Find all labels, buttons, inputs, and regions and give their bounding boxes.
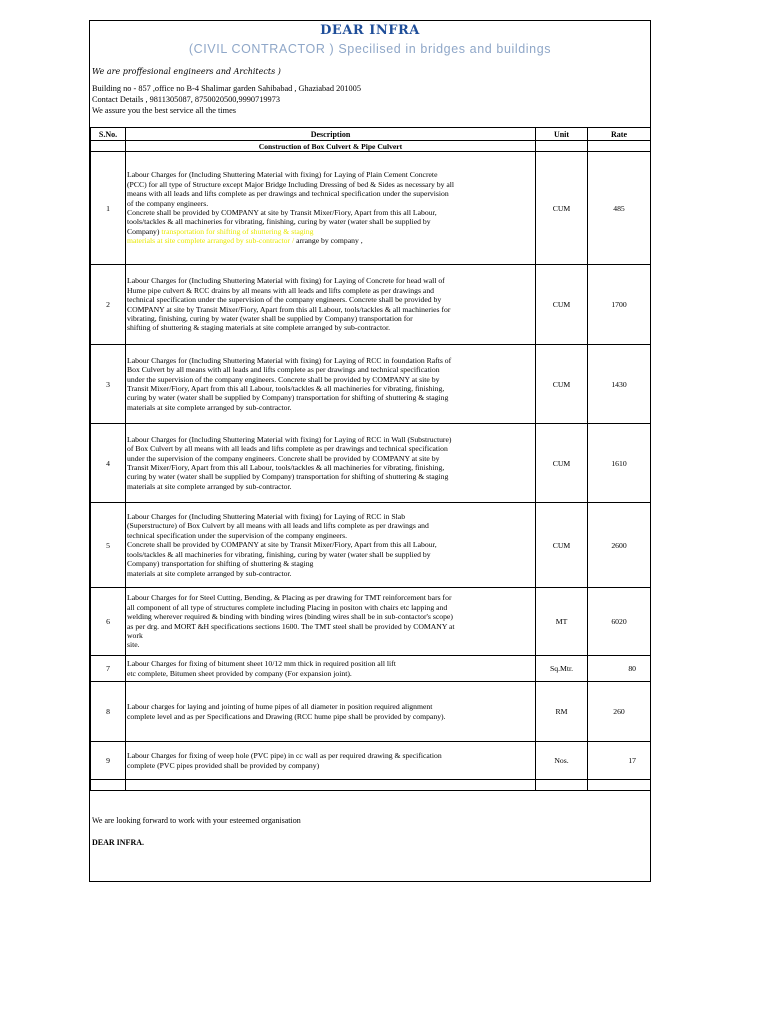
row-sno: 7	[91, 656, 126, 682]
table-row	[91, 345, 651, 424]
row-sno: 6	[91, 588, 126, 656]
row-unit: CUM	[536, 345, 588, 424]
row-rate: 1700	[588, 265, 651, 345]
document-frame	[89, 20, 651, 882]
row-rate: 1430	[588, 345, 651, 424]
row-rate: 6020	[588, 588, 651, 656]
empty-row	[91, 780, 651, 791]
header-rate: Rate	[588, 128, 651, 141]
table-row	[91, 742, 651, 780]
table-row	[91, 656, 651, 682]
table-row	[91, 682, 651, 742]
signature: DEAR INFRA.	[92, 838, 144, 847]
highlighted-text: transportation for shifting of shuttering & staging	[161, 226, 314, 236]
assurance-line: We assure you the best service all the times	[92, 106, 237, 115]
row-description: Labour Charges for (Including Shuttering Material with fixing) for Laying of Plain Cement Concrete (PCC) for all type of Structure except Major Bridge Including Dressing of bed & Sides as necessary by all means with all leads and lifts complete as per drawings and technical specification under the supervision of the company engineers. Concrete shall be provided by COMPANY at site by Transit Mixer/Fiory, Apart from this all Labour, tools/tackles & all machineries for vibrating, finishing, curing by water (water shall be supplied by Company) transportation for shifting of shuttering & staging materials at site complete arranged by sub-contractor / arrange by company ,	[126, 152, 536, 265]
table-row	[91, 152, 651, 265]
table-row	[91, 588, 651, 656]
row-sno: 4	[91, 424, 126, 503]
company-title: DEAR INFRA	[320, 23, 420, 38]
row-unit: CUM	[536, 265, 588, 345]
row-rate: 260	[588, 682, 651, 742]
header-sno: S.No.	[91, 128, 126, 141]
row-description: Labour Charges for fixing of bitument sheet 10/12 mm thick in required position all lift etc complete, Bitumen sheet provided by company (For expansion joint).	[126, 656, 536, 682]
row-description: Labour Charges for (Including Shuttering Material with fixing) for Laying of RCC in foundation Rafts of Box Culvert by all means with all leads and lifts complete as per drawings and technical specification under the supervision of the company engineers. Concrete shall be provided by COMPANY at site by Transit Mixer/Fiory, Apart from this all Labour, tools/tackles & all machineries for vibrating, finishing, curing by water (water shall be supplied by Company) transportation for shifting of shuttering & staging materials at site complete arranged by sub-contractor.	[126, 345, 536, 424]
table-row	[91, 424, 651, 503]
row-description: Labour Charges for (Including Shuttering Material with fixing) for Laying of RCC in Slab (Superstructure) of Box Culvert by all means with all leads and lifts complete as per drawings and technical specification under the supervision of the company engineers. Concrete shall be provided by COMPANY at site by Transit Mixer/Fiory, Apart from this all Labour, tools/tackles & all machineries for vibrating, finishing, curing by water (water shall be supplied by Company) transportation for shifting of shuttering & staging materials at site complete arranged by sub-contractor.	[126, 503, 536, 588]
row-sno: 3	[91, 345, 126, 424]
row-description: Labour Charges for fixing of weep hole (PVC pipe) in cc wall as per required drawing & specification complete (PVC pipes provided shall be provided by company)	[126, 742, 536, 780]
row-description: Labour Charges for for Steel Cutting, Bending, & Placing as per drawing for TMT reinforcement bars for all component of all type of structures complete including Placing in positon with chairs etc lapping and welding wherever required & binding with binding wires (binding wires shall be in sub-contactor's scope) as per drg. and MORT &H specifications sections 1600. The TMT steel shall be provided by COMANY at work site.	[126, 588, 536, 656]
row-rate: 1610	[588, 424, 651, 503]
section-row	[91, 141, 651, 152]
row-description: Labour Charges for (Including Shuttering Material with fixing) for Laying of RCC in Wall (Substructure) of Box Culvert by all means with all leads and lifts complete as per drawings and technical specification under the supervision of the company engineers. Concrete shall be provided by COMPANY at site by Transit Mixer/Fiory, Apart from this all Labour, tools/tackles & all machineries for vibrating, finishing, curing by water (water shall be supplied by Company) transportation for shifting of shuttering & staging materials at site complete arranged by sub-contractor.	[126, 424, 536, 503]
rate-table	[90, 127, 651, 791]
row-rate: 2600	[588, 503, 651, 588]
closing-message: We are looking forward to work with your esteemed organisation	[92, 816, 301, 825]
row-unit: MT	[536, 588, 588, 656]
header-unit: Unit	[536, 128, 588, 141]
row-rate: 485	[588, 152, 651, 265]
row-unit: Sq.Mtr.	[536, 656, 588, 682]
row-description: Labour Charges for (Including Shuttering Material with fixing) for Laying of Concrete for head wall of Hume pipe culvert & RCC drains by all means with all leads and lifts complete as per drawings and technical specification under the supervision of the company engineers. Concrete shall be provided by COMPANY at site by Transit Mixer/Fiory, Apart from this all Labour, tools/tackles & all machineries for vibrating, finishing, curing by water (water shall be supplied by Company) transportation for shifting of shuttering & staging materials at site complete arranged by sub-contractor.	[126, 265, 536, 345]
address-line: Building no - 857 ,office no B-4 Shalimar garden Sahibabad , Ghaziabad 201005	[92, 84, 361, 93]
table-header-row	[91, 128, 651, 141]
row-unit: CUM	[536, 424, 588, 503]
table-row	[91, 503, 651, 588]
row-unit: CUM	[536, 503, 588, 588]
row-unit: CUM	[536, 152, 588, 265]
row-unit: Nos.	[536, 742, 588, 780]
row-sno: 5	[91, 503, 126, 588]
tagline: We are proffesional engineers and Architects )	[92, 67, 281, 76]
highlighted-text: materials at site complete arranged by sub-contractor /	[127, 236, 295, 246]
section-title: Construction of Box Culvert & Pipe Culvert	[126, 141, 536, 152]
row-rate: 17	[588, 742, 651, 780]
row-rate: 80	[588, 656, 651, 682]
row-sno: 1	[91, 152, 126, 265]
row-sno: 2	[91, 265, 126, 345]
company-subtitle: (CIVIL CONTRACTOR ) Specilised in bridges and buildings	[188, 42, 552, 56]
contact-line: Contact Details , 9811305087, 8750020500,9990719973	[92, 95, 280, 104]
row-description: Labour charges for laying and jointing of hume pipes of all diameter in position required alignment complete level and as per Specifications and Drawing (RCC hume pipe shall be provided by company).	[126, 682, 536, 742]
row-sno: 8	[91, 682, 126, 742]
row-unit: RM	[536, 682, 588, 742]
table-row	[91, 265, 651, 345]
header-description: Description	[126, 128, 536, 141]
row-sno: 9	[91, 742, 126, 780]
